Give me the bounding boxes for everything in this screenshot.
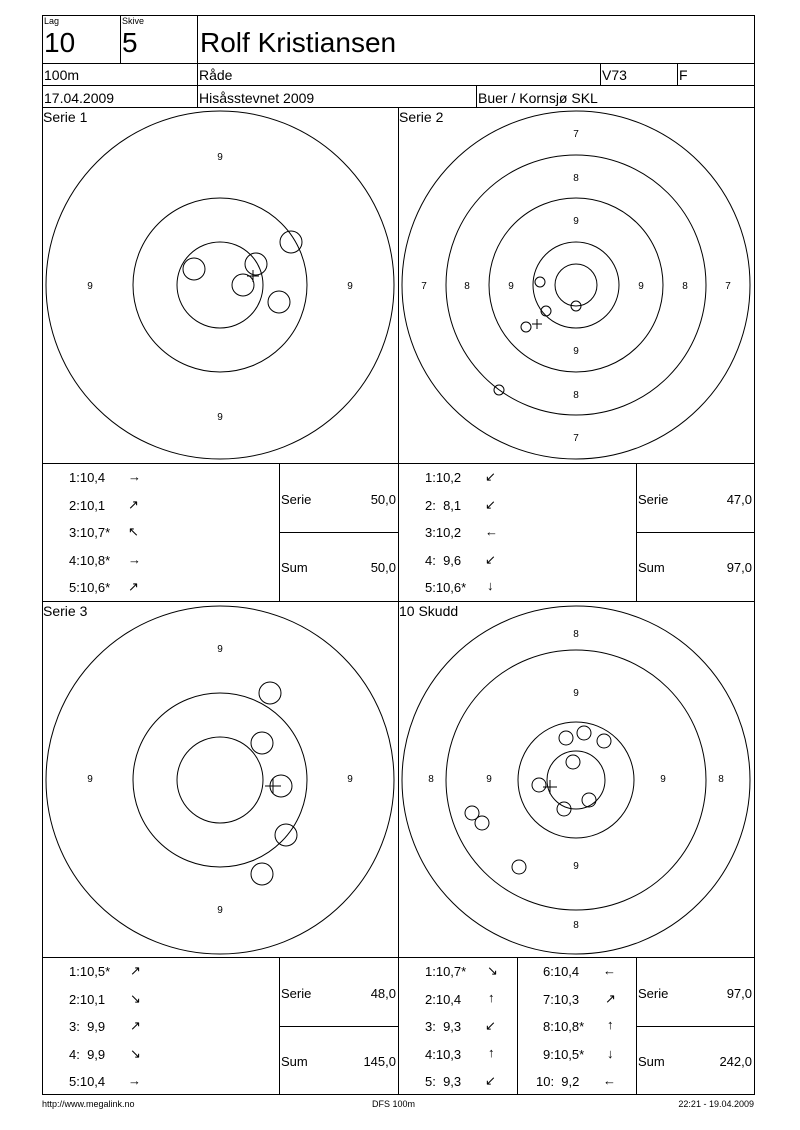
- svg-text:8: 8: [573, 390, 579, 401]
- svg-text:8: 8: [573, 629, 579, 640]
- svg-text:9: 9: [573, 688, 579, 699]
- svg-text:7: 7: [725, 281, 731, 292]
- direction-arrow-icon: ↗: [605, 991, 616, 1006]
- location: Buer / Kornsjø SKL: [478, 90, 598, 106]
- svg-text:9: 9: [87, 281, 93, 292]
- svg-text:9: 9: [217, 905, 223, 916]
- event-name: Hisåsstevnet 2009: [199, 90, 315, 106]
- shot-row: 4: 9,9: [69, 1047, 106, 1062]
- footer-url[interactable]: http://www.megalink.no: [42, 1099, 135, 1109]
- shot-row: 1:10,2: [425, 470, 462, 485]
- sum-value: 50,0: [370, 560, 396, 575]
- shot-row: 2:10,4: [425, 992, 462, 1007]
- class-code: V73: [602, 67, 627, 83]
- svg-text:8: 8: [718, 774, 724, 785]
- shot-row: 5: 9,3: [425, 1074, 462, 1089]
- target-serie-1: [46, 111, 394, 459]
- target-title-10-skudd: 10 Skudd: [399, 603, 459, 619]
- direction-arrow-icon: →: [128, 1073, 141, 1088]
- sum-label: Sum: [281, 1054, 308, 1069]
- target-title-serie-3: Serie 3: [43, 603, 88, 619]
- direction-arrow-icon: ↗: [130, 1018, 141, 1033]
- serie-value: 48,0: [370, 986, 396, 1001]
- direction-arrow-icon: ↖: [128, 524, 139, 539]
- svg-text:8: 8: [682, 281, 688, 292]
- svg-text:9: 9: [217, 152, 223, 163]
- svg-text:9: 9: [217, 644, 223, 655]
- lag-label: Lag: [44, 16, 60, 26]
- target-title-serie-2: Serie 2: [399, 109, 444, 125]
- shot-row: 7:10,3: [543, 992, 580, 1007]
- skive-label: Skive: [122, 16, 145, 26]
- target-serie-3: [46, 606, 394, 954]
- target-serie-2: [402, 111, 750, 459]
- lag-value: 10: [44, 27, 76, 58]
- svg-text:7: 7: [421, 281, 427, 292]
- direction-arrow-icon: ↙: [485, 469, 496, 484]
- svg-text:9: 9: [87, 774, 93, 785]
- shot-row: 3:10,7*: [69, 525, 111, 540]
- direction-arrow-icon: ↑: [607, 1017, 614, 1032]
- svg-text:7: 7: [573, 129, 579, 140]
- svg-text:9: 9: [486, 774, 492, 785]
- direction-arrow-icon: ←: [603, 963, 616, 978]
- direction-arrow-icon: ←: [603, 1073, 616, 1088]
- shot-row: 5:10,6*: [425, 580, 467, 595]
- footer-program: DFS 100m: [372, 1099, 416, 1109]
- shot-row: 1:10,7*: [425, 964, 467, 979]
- class-letter: F: [679, 67, 688, 83]
- target-10-skudd: [402, 606, 750, 954]
- shot-row: 9:10,5*: [543, 1047, 585, 1062]
- skive-value: 5: [122, 27, 138, 58]
- direction-arrow-icon: ↗: [128, 579, 139, 594]
- direction-arrow-icon: ↙: [485, 497, 496, 512]
- serie-value: 97,0: [726, 986, 752, 1001]
- serie-label: Serie: [281, 492, 312, 507]
- club: Råde: [199, 67, 233, 83]
- date: 17.04.2009: [44, 90, 115, 106]
- svg-text:9: 9: [347, 281, 353, 292]
- shot-row: 1:10,5*: [69, 964, 111, 979]
- shot-row: 5:10,4: [69, 1074, 106, 1089]
- shooter-name: Rolf Kristiansen: [200, 27, 397, 58]
- svg-text:7: 7: [573, 433, 579, 444]
- shot-row: 4:10,8*: [69, 553, 111, 568]
- shot-row: 5:10,6*: [69, 580, 111, 595]
- serie-label: Serie: [281, 986, 312, 1001]
- shot-row: 3: 9,9: [69, 1019, 106, 1034]
- sum-value: 145,0: [363, 1054, 396, 1069]
- serie-label: Serie: [638, 492, 669, 507]
- svg-text:9: 9: [573, 346, 579, 357]
- shot-row: 1:10,4: [69, 470, 106, 485]
- sum-value: 97,0: [726, 560, 752, 575]
- direction-arrow-icon: ↘: [130, 991, 141, 1006]
- shot-row: 8:10,8*: [543, 1019, 585, 1034]
- serie-value: 50,0: [370, 492, 396, 507]
- sum-label: Sum: [281, 560, 308, 575]
- shot-row: 2:10,1: [69, 992, 106, 1007]
- direction-arrow-icon: ↙: [485, 1073, 496, 1088]
- direction-arrow-icon: ↓: [487, 578, 494, 593]
- shot-row: 3:10,2: [425, 525, 462, 540]
- svg-text:9: 9: [660, 774, 666, 785]
- shot-row: 10: 9,2: [536, 1074, 580, 1089]
- direction-arrow-icon: ↓: [607, 1046, 614, 1061]
- svg-text:8: 8: [428, 774, 434, 785]
- svg-text:9: 9: [347, 774, 353, 785]
- distance: 100m: [44, 67, 80, 83]
- footer-timestamp: 22:21 - 19.04.2009: [678, 1099, 754, 1109]
- direction-arrow-icon: ↗: [128, 497, 139, 512]
- serie-value: 47,0: [726, 492, 752, 507]
- shot-row: 2: 8,1: [425, 498, 462, 513]
- direction-arrow-icon: ↙: [485, 552, 496, 567]
- direction-arrow-icon: ↘: [130, 1046, 141, 1061]
- target-title-serie-1: Serie 1: [43, 109, 88, 125]
- direction-arrow-icon: →: [128, 552, 141, 567]
- direction-arrow-icon: ↙: [485, 1018, 496, 1033]
- svg-text:8: 8: [573, 173, 579, 184]
- direction-arrow-icon: ↘: [487, 963, 498, 978]
- svg-text:9: 9: [573, 216, 579, 227]
- direction-arrow-icon: →: [128, 469, 141, 484]
- shot-row: 3: 9,3: [425, 1019, 462, 1034]
- svg-text:8: 8: [464, 281, 470, 292]
- svg-text:9: 9: [638, 281, 644, 292]
- sum-value: 242,0: [719, 1054, 752, 1069]
- shot-row: 4:10,3: [425, 1047, 462, 1062]
- direction-arrow-icon: ←: [485, 524, 498, 539]
- sum-label: Sum: [638, 1054, 665, 1069]
- direction-arrow-icon: ↑: [488, 1045, 495, 1060]
- svg-text:9: 9: [573, 861, 579, 872]
- serie-label: Serie: [638, 986, 669, 1001]
- svg-text:9: 9: [217, 412, 223, 423]
- direction-arrow-icon: ↗: [130, 963, 141, 978]
- sum-label: Sum: [638, 560, 665, 575]
- shot-row: 2:10,1: [69, 498, 106, 513]
- shot-row: 6:10,4: [543, 964, 580, 979]
- direction-arrow-icon: ↑: [488, 990, 495, 1005]
- shot-row: 4: 9,6: [425, 553, 462, 568]
- svg-text:9: 9: [508, 281, 514, 292]
- svg-text:8: 8: [573, 920, 579, 931]
